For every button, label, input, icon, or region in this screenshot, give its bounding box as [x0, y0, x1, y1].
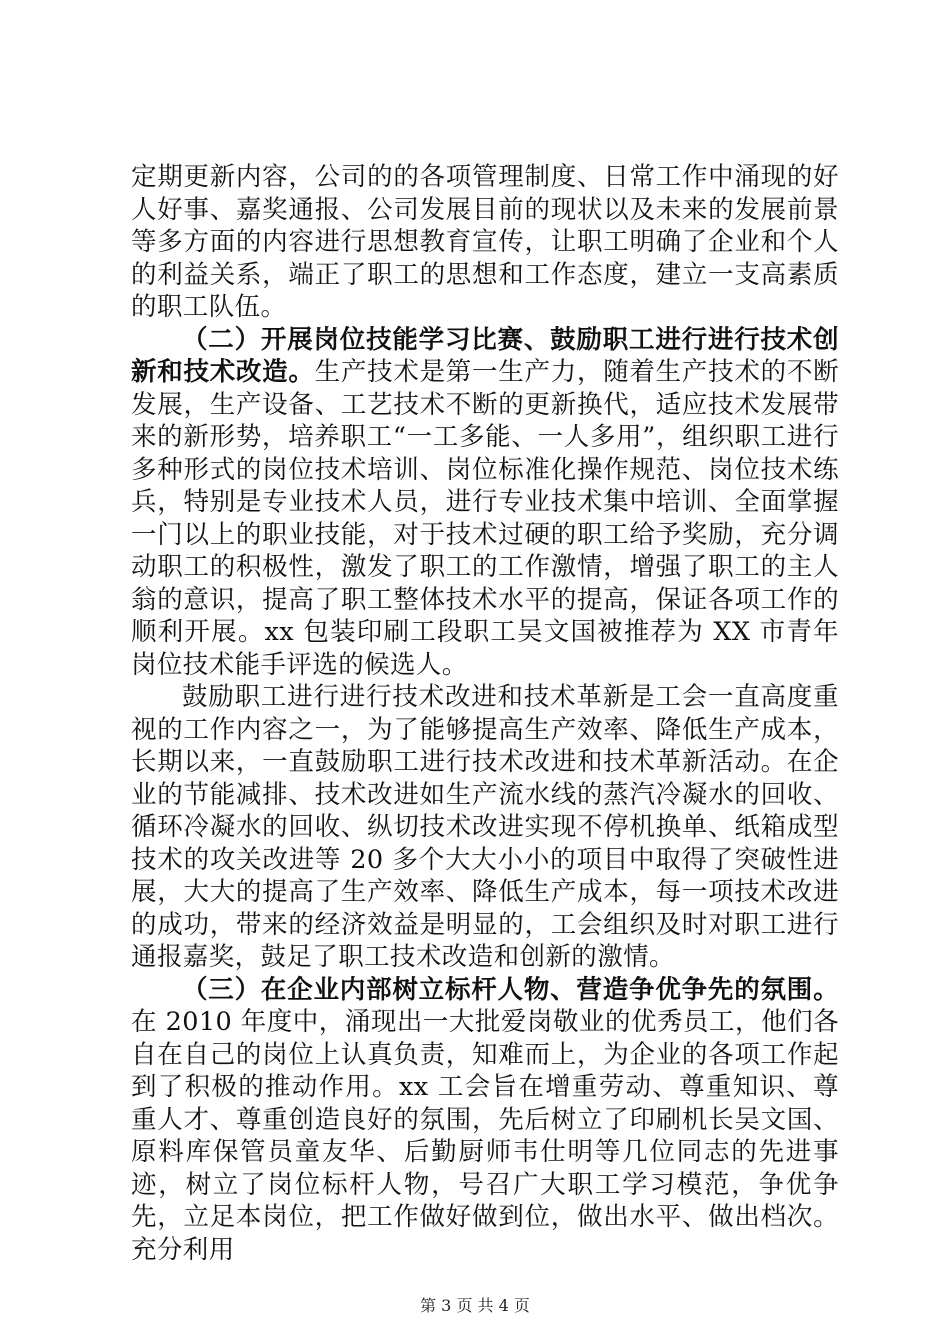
paragraph-4 — [131, 974, 839, 1267]
section-heading-2: （二）开展岗位技能学习比赛、鼓励职工进行进行技术创新和技术改造。 — [131, 324, 839, 387]
paragraph-1: 定期更新内容，公司的的各项管理制度、日常工作中涌现的好人好事、嘉奖通报、公司发展目前的现状以及未来的发展前景等多方面的内容进行思想教育宣传，让职工明确了企业和个人的利益关系，端正了职工的思想和工作态度，建立一支高素质的职工队伍。 — [131, 162, 839, 322]
section-heading-3: （三）在企业内部树立标杆人物、营造争优争先的氛围。 — [182, 974, 839, 1005]
page-footer: 第 3 页 共 4 页 — [420, 1296, 530, 1315]
paragraph-2 — [131, 324, 839, 682]
paragraph-4-body: 在 2010 年度中，涌现出一大批爱岗敬业的优秀员工，他们各自在自己的岗位上认真负责，知难而上，为企业的各项工作起到了积极的推动作用。xx 工会旨在增重劳动、尊重知识、尊重人才、尊重创造良好的氛围，先后树立了印刷机长吴文国、原料库保管员童友华、后勤厨师韦仕明等几位同志的先进事迹，树立了岗位标杆人物，号召广大职工学习模范，争优争先，立足本岗位，把工作做好做到位，做出水平、做出档次。充分利用 — [131, 1007, 839, 1265]
paragraph-3: 鼓励职工进行进行技术改进和技术革新是工会一直高度重视的工作内容之一，为了能够提高生产效率、降低生产成本，长期以来，一直鼓励职工进行技术改进和技术革新活动。在企业的节能减排、技术改进如生产流水线的蒸汽冷凝水的回收、循环冷凝水的回收、纵切技术改进实现不停机换单、纸箱成型技术的攻关改进等 20 多个大大小小的项目中取得了突破性进展，大大的提高了生产效率、降低生产成本，每一项技术改进的成功，带来的经济效益是明显的，工会组织及时对职工进行通报嘉奖，鼓足了职工技术改造和创新的激情。 — [131, 682, 839, 972]
document-body — [131, 161, 839, 1266]
paragraph-2-body: 生产技术是第一生产力，随着生产技术的不断发展，生产设备、工艺技术不断的更新换代，适应技术发展带来的新形势，培养职工“一工多能、一人多用”，组织职工进行多种形式的岗位技术培训、岗位标准化操作规范、岗位技术练兵，特别是专业技术人员，进行专业技术集中培训、全面掌握一门以上的职业技能，对于技术过硬的职工给予奖励，充分调动职工的积极性，激发了职工的工作激情，增强了职工的主人翁的意识，提高了职工整体技术水平的提高，保证各项工作的顺利开展。xx 包装印刷工段职工吴文国被推荐为 XX 市青年岗位技术能手评选的候选人。 — [131, 357, 839, 680]
